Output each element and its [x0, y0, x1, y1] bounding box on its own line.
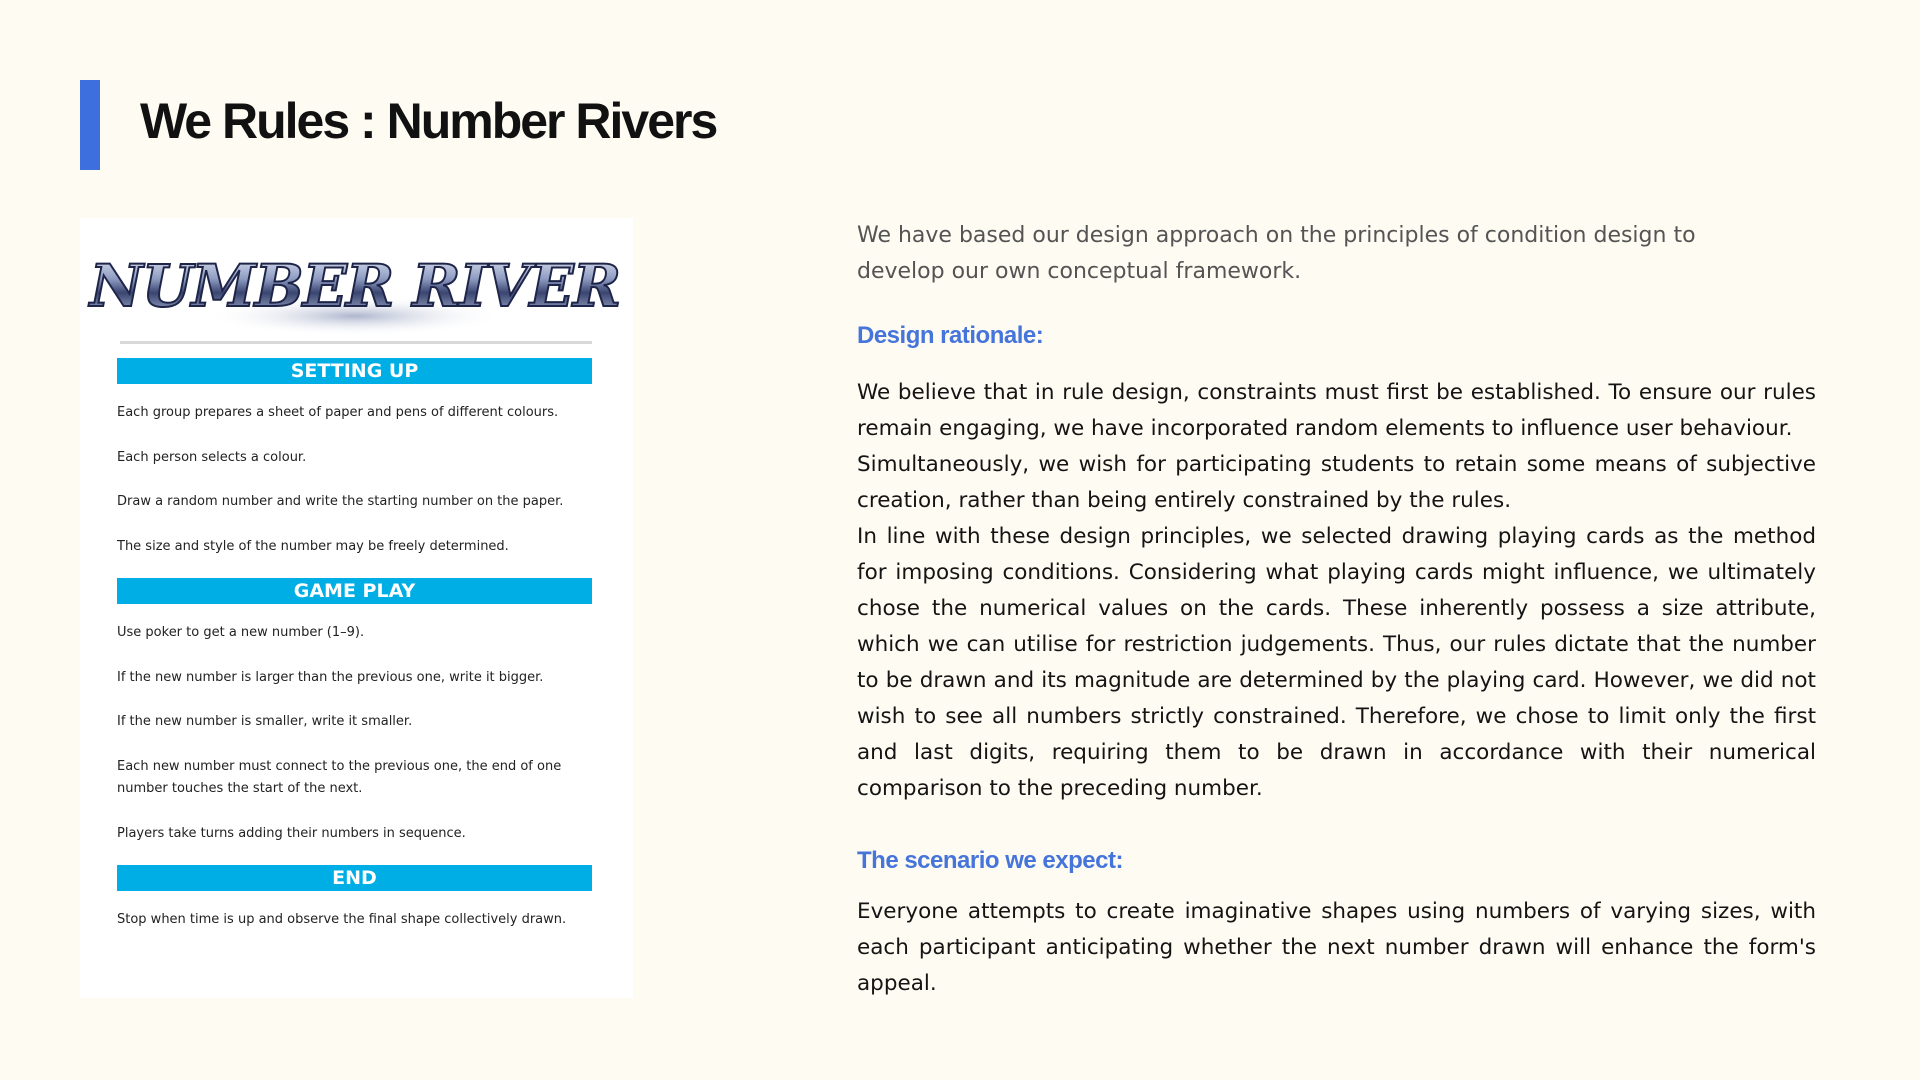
rule-item: If the new number is smaller, write it smaller. — [117, 714, 413, 729]
design-rationale-heading: Design rationale: — [857, 322, 1044, 349]
rationale-paragraph: Simultaneously, we wish for participating students to retain some means of subjective creation, rather than being entirely constrained by the rules. — [857, 452, 1816, 513]
title-accent-bar — [80, 80, 100, 170]
rules-card — [80, 218, 633, 998]
rule-item: Draw a random number and write the starting number on the paper. — [117, 494, 564, 509]
rule-item: The size and style of the number may be freely determined. — [117, 539, 509, 554]
rationale-paragraph: We believe that in rule design, constraints must first be established. To ensure our rules remain engaging, we have incorporated random elements to influence user behaviour. — [857, 380, 1816, 441]
rule-item: If the new number is larger than the previous one, write it bigger. — [117, 670, 544, 685]
section-heading-game-play: GAME PLAY — [117, 578, 592, 604]
number-river-logo — [89, 234, 621, 354]
rule-item: Each person selects a colour. — [117, 450, 307, 465]
rule-item: Each group prepares a sheet of paper and pens of different colours. — [117, 405, 559, 420]
scenario-paragraph: Everyone attempts to create imaginative shapes using numbers of varying sizes, with each participant anticipating whether the next number drawn will enhance the form's appeal. — [857, 899, 1816, 996]
page-title: We Rules : Number Rivers — [140, 93, 717, 149]
section-heading-end: END — [117, 865, 592, 891]
logo-text: NUMBER RIVER — [89, 252, 621, 320]
design-rationale-body — [857, 375, 1816, 807]
logo-divider — [120, 341, 592, 344]
rule-item: Use poker to get a new number (1–9). — [117, 625, 365, 640]
intro-paragraph: We have based our design approach on the principles of condition design to develop our own conceptual framework. — [857, 223, 1696, 284]
rule-item: Stop when time is up and observe the final shape collectively drawn. — [117, 912, 567, 927]
rule-item: Each new number must connect to the previous one, the end of one number touches the start of the next. — [117, 759, 562, 796]
scenario-heading: The scenario we expect: — [857, 847, 1123, 874]
rationale-paragraph: In line with these design principles, we selected drawing playing cards as the method for imposing conditions. Considering what playing cards might influence, we ultimately chose the numerical values on the cards. These inherently possess a size attribute, which we can utilise for restriction judgements. Thus, our rules dictate that the number to be drawn and its magnitude are determined by the playing card. However, we did not wish to see all numbers strictly constrained. Therefore, we chose to limit only the first and last digits, requiring them to be drawn in accordance with their numerical comparison to the preceding number. — [857, 524, 1816, 801]
rule-item: Players take turns adding their numbers in sequence. — [117, 826, 466, 841]
scenario-body — [857, 894, 1816, 1002]
section-heading-setting-up: SETTING UP — [117, 358, 592, 384]
